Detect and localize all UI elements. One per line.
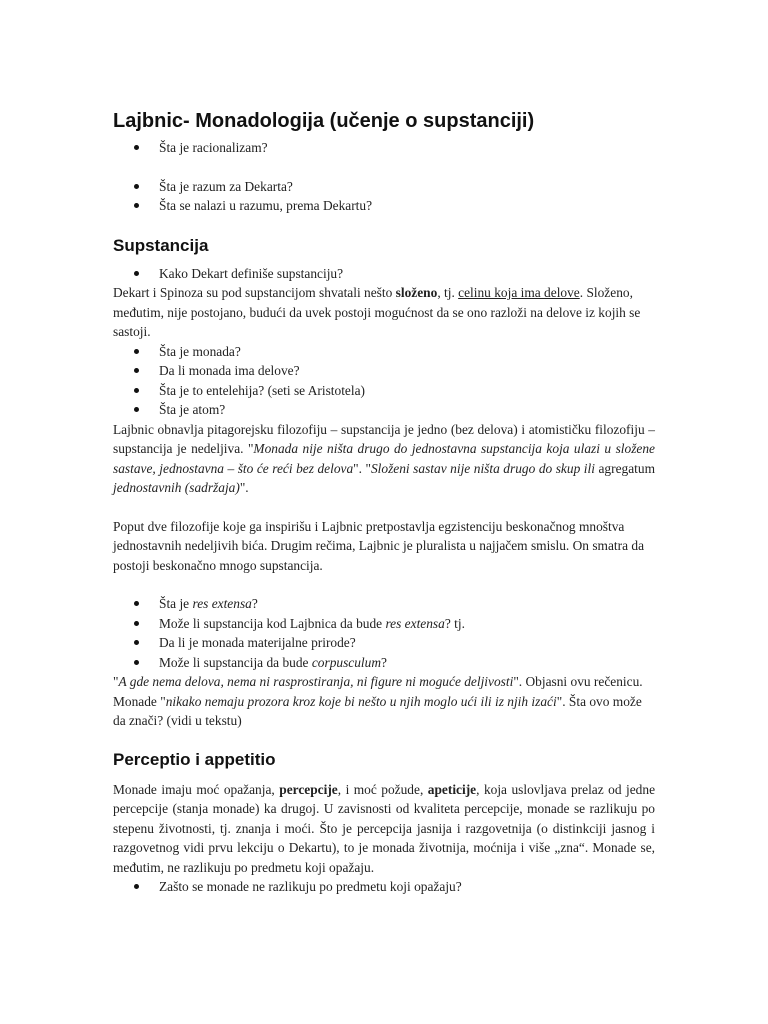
intro-question-list [113,138,655,216]
text-run: Lajbnic obnavlja pitagorejsku filozofiju – supstancija je jedno (bez delova) i atomističku filozofiju – supstancija je nedeljiva. " [113,421,655,456]
text-run: ? [251,596,258,611]
supstancija-question-list [113,264,655,284]
italic-quote: Složeni sastav nije ništa drugo do skup ili [370,460,595,476]
underlined-term: celinu koja ima delove [458,285,580,300]
list-item: Šta je atom? [113,400,655,420]
paragraph-dekart-spinoza [113,283,655,342]
text-run: , tj. [437,285,459,300]
italic-quote: Monada nije ništa drugo do jednostavna supstancija koja ulazi u složene sastave, jednostavna – što će reći bez delova [113,441,655,476]
section-heading-perceptio: Perceptio i appetitio [113,749,276,769]
bold-term-apeticije: apeticije [427,781,477,797]
text-run: Može li supstancija da bude [159,654,312,670]
list-item: Šta se nalazi u razumu, prema Dekartu? [113,196,655,216]
list-item [113,594,655,614]
perceptio-question-list [113,877,655,897]
text-run: Dekart i Spinoza su pod supstancijom shvatali nešto [113,285,396,300]
italic-term: res extensa [385,615,445,631]
text-run: ". " [353,460,371,476]
italic-term: corpusculum [311,654,382,670]
bold-term-slozeno: složeno [395,285,438,300]
text-run: ". [239,480,249,495]
document-content [113,106,655,897]
text-run: Može li supstancija kod Lajbnica da bude [159,615,386,631]
text-run: Šta je [159,596,193,611]
text-run: ". Objasni ovu rečenicu. [513,674,643,689]
italic-quote: A gde nema delova, nema ni rasprostiranja, ni figure ni moguće deljivosti [118,674,514,689]
list-item [113,614,655,634]
text-run: agregatum [594,460,655,476]
list-item: Da li monada ima delove? [113,361,655,381]
italic-quote: nikako nemaju prozora kroz koje bi nešto u njih moglo ući ili iz njih izaći [165,693,557,709]
italic-term: res extensa [192,596,252,611]
paragraph-pluralista: Poput dve filozofije koje ga inspirišu i Lajbnic pretpostavlja egzistenciju beskonačnog mnoštva jednostavnih nedeljivih bića. Drugim rečima, Lajbnic je pluralista u najjačem smislu. On smatra da postoji beskonačno mnogo supstancija. [113,518,645,573]
list-item: Da li je monada materijalne prirode? [113,633,655,653]
text-run: , koja uslovljava prelaz od jedne percepcije (stanja monade) ka drugoj. U zavisnosti od kvaliteta percepcije, monade se razlikuju po stepenu životnosti, tj. znanja i moći. Što je percepcija jasnija i razgovetnija (o distinkciji jasnog i razgovetnog vidi prvu lekciju o Dekartu), to je monada životnija, moćnija i više „zna“. Monade se, međutim, ne razlikuju po predmetu koji opažaju. [113,781,656,875]
text-run: , i moć požude, [337,781,428,797]
text-run: ? [381,654,387,670]
list-item: Šta je razum za Dekarta? [113,177,655,197]
italic-quote: jednostavnih (sadržaja) [113,480,240,495]
text-run: . Složeno, međutim, nije postojano, budući da uvek postoji mogućnost da se ono razloži na delove iz kojih se sastoji. [113,285,641,339]
bold-term-percepcije: percepcije [279,781,338,797]
text-run: Monade " [113,693,166,709]
list-item: Šta je monada? [113,342,655,362]
list-item: Šta je racionalizam? [113,138,655,158]
list-item: Zašto se monade ne razlikuju po predmetu koji opažaju? [113,877,655,897]
page-title: Lajbnic- Monadologija (učenje o supstanciji) [113,110,535,132]
paragraph-percepcija [113,780,655,878]
monad-question-list [113,342,655,420]
section-heading-supstancija: Supstancija [113,235,209,255]
text-run: ? tj. [444,615,465,631]
paragraph-nema-delova [113,672,655,692]
list-item: Kako Dekart definiše supstanciju? [113,264,655,284]
list-item: Šta je to entelehija? (seti se Aristotela) [113,381,655,401]
list-item [113,653,655,673]
text-run: Monade imaju moć opažanja, [113,781,280,797]
text-run: " [113,674,119,689]
text-run: ". Šta ovo može da znači? (vidi u tekstu) [113,693,642,728]
paragraph-prozori [113,692,655,731]
paragraph-pitagorejska [113,420,655,498]
res-extensa-question-list [113,594,655,672]
